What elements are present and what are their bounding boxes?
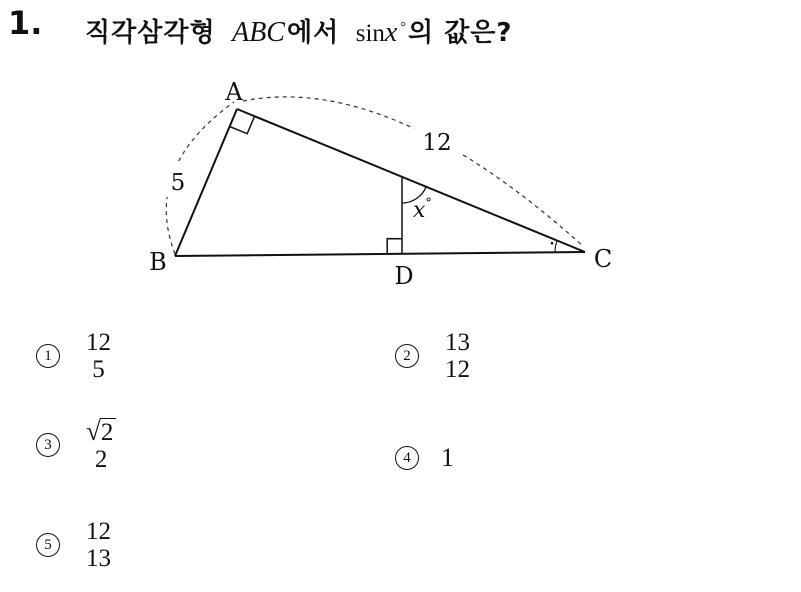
choice-1: [36, 329, 115, 383]
vertex-label-a: A: [225, 78, 243, 106]
choice-3-fraction: [82, 417, 120, 473]
arc-ac-length: [243, 97, 584, 247]
choice-3-denominator: 2: [94, 446, 108, 474]
choice-5-fraction: [82, 518, 115, 572]
choice-3-marker: 3: [36, 433, 60, 457]
choice-1-numerator: 12: [86, 329, 111, 356]
radicand: 2: [100, 418, 117, 446]
choice-1-fraction: [82, 329, 115, 383]
side-ab-label: 5: [170, 170, 186, 196]
choice-5-numerator: 12: [86, 518, 111, 545]
choice-2-marker: 2: [395, 344, 419, 368]
x-symbol: x: [384, 17, 398, 48]
question-text: [85, 12, 512, 49]
triangle-diagram: [120, 75, 640, 295]
edge-ac: [237, 109, 585, 252]
triangle-name: ABC: [232, 17, 285, 48]
vertex-label-d: D: [394, 262, 414, 290]
choice-1-denominator: 5: [92, 356, 105, 383]
question-ko-tail: 의 값은?: [407, 18, 513, 48]
radical-sign: √: [86, 416, 101, 446]
right-angle-mark-d: [387, 239, 402, 254]
problem-number: 1.: [8, 4, 43, 42]
choice-4: [395, 443, 454, 473]
choice-3: [36, 417, 120, 473]
angle-c-mark: [555, 241, 557, 253]
vertex-label-c: C: [593, 245, 613, 273]
choice-2-numerator: 13: [445, 329, 470, 356]
choice-5-marker: 5: [36, 533, 60, 557]
side-ac-label: 12: [422, 130, 452, 156]
choice-2-fraction: [441, 329, 474, 383]
question-ko-right-triangle: 직각삼각형: [85, 18, 216, 48]
vertex-label-b: B: [149, 248, 167, 276]
sin-symbol: sin: [355, 20, 385, 47]
choice-1-marker: 1: [36, 344, 60, 368]
choice-4-value: 1: [441, 443, 454, 472]
question-ko-eseo: 에서: [286, 18, 340, 48]
degree-symbol: °: [400, 20, 406, 35]
angle-c-degree-dot: [551, 242, 554, 245]
choice-2: [395, 329, 474, 383]
choice-4-marker: 4: [395, 446, 419, 470]
choice-2-denominator: 12: [445, 356, 470, 383]
choice-5-denominator: 13: [86, 545, 111, 572]
angle-x-label: x°: [413, 196, 432, 223]
choice-5: [36, 518, 115, 572]
choice-3-numerator: [82, 417, 120, 446]
edge-bc: [175, 252, 585, 256]
